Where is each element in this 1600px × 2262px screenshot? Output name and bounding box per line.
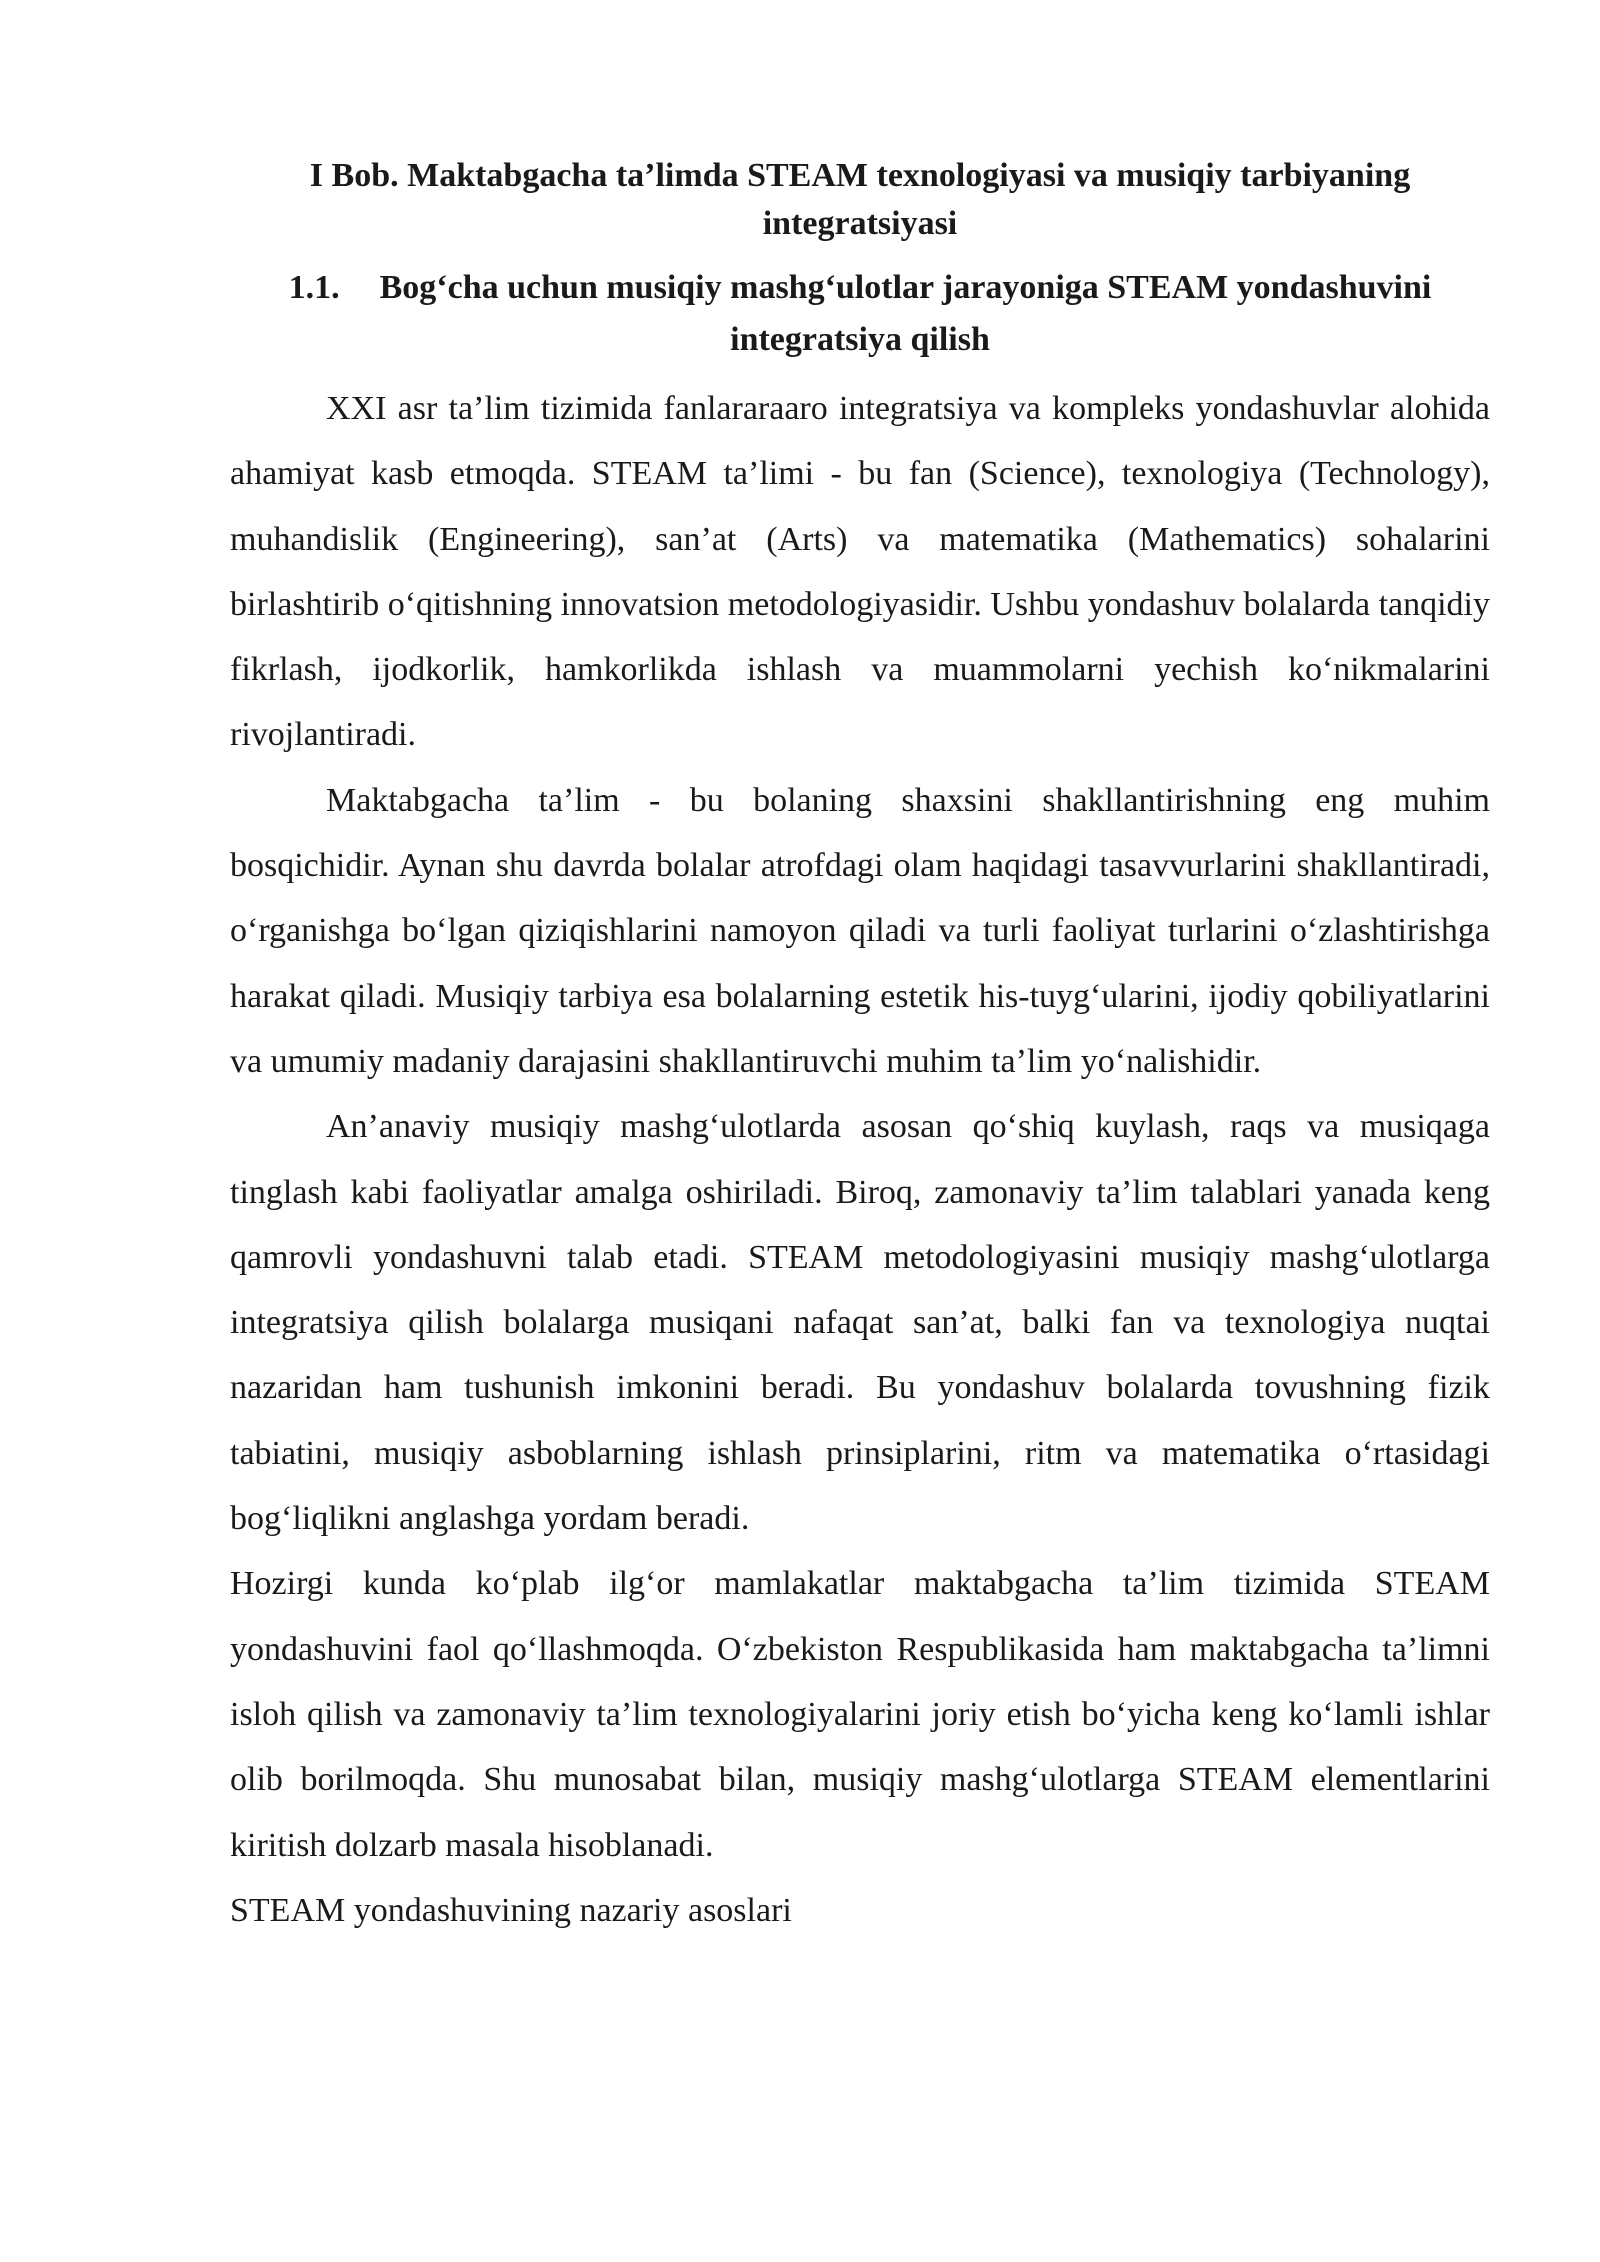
paragraph: Hozirgi kunda ko‘plab ilg‘or mamlakatlar maktabgacha ta’lim tizimida STEAM yondashuvini faol qo‘llashmoqda. O‘zbekiston Respublikasida ham maktabgacha ta’limni isloh qilish va zamonaviy ta’lim texnologiyalarini joriy etish bo‘yicha keng ko‘lamli ishlar olib borilmoqda. Shu munosabat bilan, musiqiy mashg‘ulotlarga STEAM elementlarini kiritish dolzarb masala hisoblanadi. (230, 1565, 1490, 1864)
paragraph: An’anaviy musiqiy mashg‘ulotlarda asosan qo‘shiq kuylash, raqs va musiqaga tinglash kabi faoliyatlar amalga oshiriladi. Biroq, zamonaviy ta’lim talablari yanada keng qamrovli yondashuvni talab etadi. STEAM metodologiyasini musiqiy mashg‘ulotlarga integratsiya qilish bolalarga musiqani nafaqat san’at, balki fan va texnologiya nuqtai nazaridan ham tushunish imkonini beradi. Bu yondashuv bolalarda tovushning fizik tabiatini, musiqiy asboblarning ishlash prinsiplarini, ritm va matematika o‘rtasidagi bog‘liqlikni anglashga yordam beradi. (230, 1108, 1490, 1538)
paragraph: Maktabgacha ta’lim - bu bolaning shaxsini shakllantirishning eng muhim bosqichidir. Aynan shu davrda bolalar atrofdagi olam haqidagi tasavvurlarini shakllantiradi, o‘rganishga bo‘lgan qiziqishlarini namoyon qiladi va turli faoliyat turlarini o‘zlashtirishga harakat qiladi. Musiqiy tarbiya esa bolalarning estetik his-tuyg‘ularini, ijodiy qobiliyatlarini va umumiy madaniy darajasini shakllantiruvchi muhim ta’lim yo‘nalishidir. (230, 781, 1490, 1080)
chapter-title: I Bob. Maktabgacha ta’limda STEAM texnologiyasi va musiqiy tarbiyaning integratsiyasi (309, 157, 1411, 242)
section-number: 1.1. (288, 269, 340, 306)
section-title: Bog‘cha uchun musiqiy mashg‘ulotlar jarayoniga STEAM yondashuvini integratsiya qilish (379, 269, 1432, 358)
subheading-paragraph: STEAM yondashuvining nazariy asoslari (230, 1891, 792, 1929)
document-page (230, 152, 1490, 1943)
paragraph: XXI asr ta’lim tizimida fanlararaaro integratsiya va kompleks yondashuvlar alohida ahamiyat kasb etmoqda. STEAM ta’limi - bu fan (Science), texnologiya (Technology), muhandislik (Engineering), san’at (Arts) va matematika (Mathematics) sohalarini birlashtirib o‘qitishning innovatsion metodologiyasidir. Ushbu yondashuv bolalarda tanqidiy fikrlash, ijodkorlik, hamkorlikda ishlash va muammolarni yechish ko‘nikmalarini rivojlantiradi. (230, 390, 1490, 754)
body-text (230, 376, 1490, 1943)
section-heading (230, 262, 1490, 366)
